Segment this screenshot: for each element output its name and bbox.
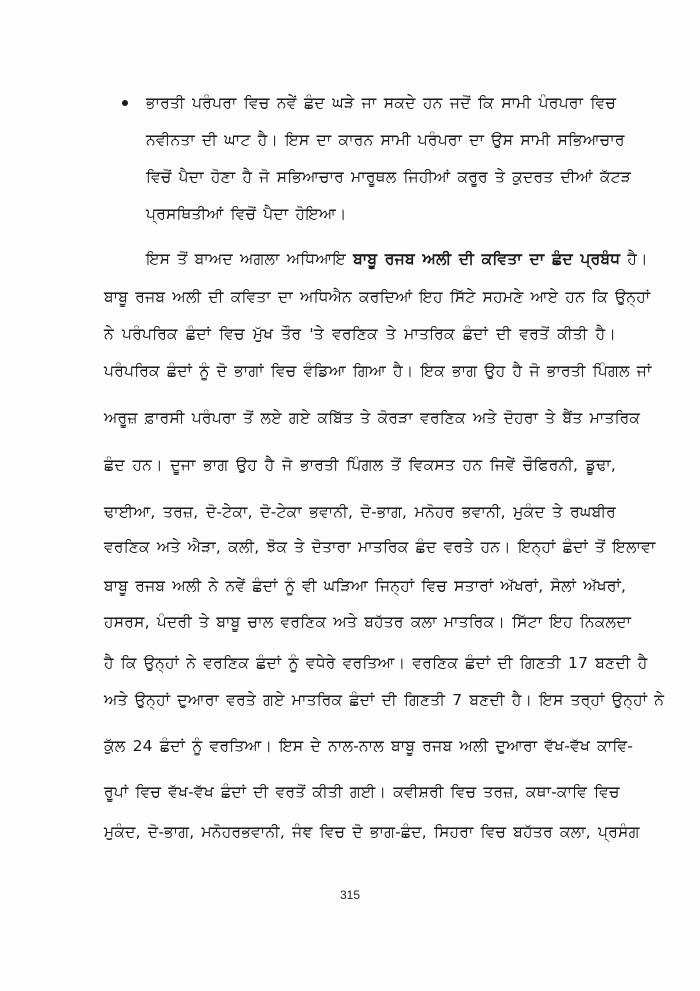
bullet-text-line: ਪ੍ਰਸਥਿਤੀਆਂ ਵਿਚੋਂ ਪੈਦਾ ਹੋਇਆ।	[146, 205, 347, 223]
body-text-line: ਛੰਦ ਹਨ। ਦੂਜਾ ਭਾਗ ਉਹ ਹੈ ਜੋ ਭਾਰਤੀ ਪਿੰਗਲ ਤੋਂ ਵਿਕਸਤ ਹਨ ਜਿਵੇਂ ਚੌਫਿਰਨੀ, ਡੂਢਾ,	[104, 456, 616, 474]
body-text-line: ਅਤੇ ਉਨ੍ਹਾਂ ਦੁਆਰਾ ਵਰਤੇ ਗਏ ਮਾਤਰਿਕ ਛੰਦਾਂ ਦੀ ਗਿਣਤੀ 7 ਬਣਦੀ ਹੈ। ਇਸ ਤਰ੍ਹਾਂ ਉਨ੍ਹਾਂ ਨੇ	[104, 691, 665, 709]
bullet-point-icon	[122, 100, 128, 106]
body-text-line: ਅਰੂਜ਼ ਫ਼ਾਰਸੀ ਪਰੰਪਰਾ ਤੋਂ ਲਏ ਗਏ ਕਬਿੱਤ ਤੇ ਕੋਰੜਾ ਵਰਣਿਕ ਅਤੇ ਦੋਹਰਾ ਤੇ ਬੈਂਤ ਮਾਤਰਿਕ	[104, 409, 641, 427]
page-number: 315	[339, 888, 361, 902]
body-text-line: ਮੁਕੰਦ, ਦੋ-ਭਾਗ, ਮਨੋਹਰਭਵਾਨੀ, ਜੰਞ ਵਿਚ ਦੋ ਭਾਗ-ਛੰਦ, ਸਿਹਰਾ ਵਿਚ ਬਹੱਤਰ ਕਲਾ, ਪ੍ਰਸੰਗ	[104, 823, 640, 841]
chapter-intro-text: ਇਸ ਤੋਂ ਬਾਅਦ ਅਗਲਾ ਅਧਿਆਇ	[146, 250, 354, 268]
body-text-line: ਵਰਣਿਕ ਅਤੇ ਐੜਾ, ਕਲੀ, ਝੋਕ ਤੇ ਦੋਤਾਰਾ ਮਾਤਰਿਕ ਛੰਦ ਵਰਤੇ ਹਨ। ਇਨ੍ਹਾਂ ਛੰਦਾਂ ਤੋਂ ਇਲਾਵਾ	[104, 538, 656, 556]
bullet-text-line: ਨਵੀਨਤਾ ਦੀ ਘਾਟ ਹੈ। ਇਸ ਦਾ ਕਾਰਨ ਸਾਮੀ ਪਰੰਪਰਾ ਦਾ ਉਸ ਸਾਮੀ ਸਭਿਆਚਾਰ	[146, 131, 625, 149]
chapter-intro-end: ਹੈ।	[620, 250, 648, 268]
body-text-line: ਨੇ ਪਰੰਪਰਿਕ ਛੰਦਾਂ ਵਿਚ ਮੁੱਖ ਤੌਰ 'ਤੇ ਵਰਣਿਕ ਤੇ ਮਾਤਰਿਕ ਛੰਦਾਂ ਦੀ ਵਰਤੋਂ ਕੀਤੀ ਹੈ।	[104, 325, 616, 343]
body-text-line: ਬਾਬੂ ਰਜਬ ਅਲੀ ਨੇ ਨਵੇਂ ਛੰਦਾਂ ਨੂੰ ਵੀ ਘੜਿਆ ਜਿਨ੍ਹਾਂ ਵਿਚ ਸਤਾਰਾਂ ਅੱਖਰਾਂ, ਸੋਲਾਂ ਅੱਖਰਾਂ,	[104, 577, 627, 595]
body-text-line: ਰੂਪਾਂ ਵਿਚ ਵੱਖ-ਵੱਖ ਛੰਦਾਂ ਦੀ ਵਰਤੋਂ ਕੀਤੀ ਗਈ। ਕਵੀਸ਼ਰੀ ਵਿਚ ਤਰਜ਼, ਕਥਾ-ਕਾਵਿ ਵਿਚ	[104, 783, 620, 801]
body-text-line: ਬਾਬੂ ਰਜਬ ਅਲੀ ਦੀ ਕਵਿਤਾ ਦਾ ਅਧਿਐਨ ਕਰਦਿਆਂ ਇਹ ਸਿੱਟੇ ਸਹਮਣੇ ਆਏ ਹਨ ਕਿ ਉਨ੍ਹਾਂ	[104, 288, 651, 306]
chapter-intro-line	[146, 249, 648, 269]
body-text-line: ਕੁੱਲ 24 ਛੰਦਾਂ ਨੂੰ ਵਰਤਿਆ। ਇਸ ਦੇ ਨਾਲ-ਨਾਲ ਬਾਬੂ ਰਜਬ ਅਲੀ ਦੁਆਰਾ ਵੱਖ-ਵੱਖ ਕਾਵਿ-	[104, 737, 634, 755]
bullet-text-line: ਵਿਚੋਂ ਪੈਦਾ ਹੋਣਾ ਹੈ ਜੋ ਸਭਿਆਚਾਰ ਮਾਰੂਥਲ ਜਿਹੀਆਂ ਕਰੂਰ ਤੇ ਕੁਦਰਤ ਦੀਆਂ ਕੱਟੜ	[146, 168, 632, 186]
body-text-line: ਪਰੰਪਰਿਕ ਛੰਦਾਂ ਨੂੰ ਦੋ ਭਾਗਾਂ ਵਿਚ ਵੰਡਿਆ ਗਿਆ ਹੈ। ਇਕ ਭਾਗ ਉਹ ਹੈ ਜੋ ਭਾਰਤੀ ਪਿੰਗਲ ਜਾਂ	[104, 362, 652, 380]
bullet-text-line: ਭਾਰਤੀ ਪਰੰਪਰਾ ਵਿਚ ਨਵੇਂ ਛੰਦ ਘੜੇ ਜਾ ਸਕਦੇ ਹਨ ਜਦੋਂ ਕਿ ਸਾਮੀ ਪੰਰਪਰਾ ਵਿਚ	[146, 94, 616, 112]
body-text-line: ਹਸਰਸ, ਪੰਦਰੀ ਤੇ ਬਾਬੂ ਚਾਲ ਵਰਣਿਕ ਅਤੇ ਬਹੱਤਰ ਕਲਾ ਮਾਤਰਿਕ। ਸਿੱਟਾ ਇਹ ਨਿਕਲਦਾ	[104, 613, 632, 631]
chapter-title: ਬਾਬੂ ਰਜਬ ਅਲੀ ਦੀ ਕਵਿਤਾ ਦਾ ਛੰਦ ਪ੍ਰਬੰਧ	[353, 250, 621, 268]
body-text-line: ਢਾਈਆ, ਤਰਜ਼, ਦੋ-ਟੇਕਾ, ਦੋ-ਟੇਕਾ ਭਵਾਨੀ, ਦੋ-ਭਾਗ, ਮਨੋਹਰ ਭਵਾਨੀ, ਮੁਕੰਦ ਤੇ ਰਘਬੀਰ	[104, 503, 616, 521]
body-text-line: ਹੈ ਕਿ ਉਨ੍ਹਾਂ ਨੇ ਵਰਣਿਕ ਛੰਦਾਂ ਨੂੰ ਵਧੇਰੇ ਵਰਤਿਆ। ਵਰਣਿਕ ਛੰਦਾਂ ਦੀ ਗਿਣਤੀ 17 ਬਣਦੀ ਹੈ	[104, 654, 648, 672]
